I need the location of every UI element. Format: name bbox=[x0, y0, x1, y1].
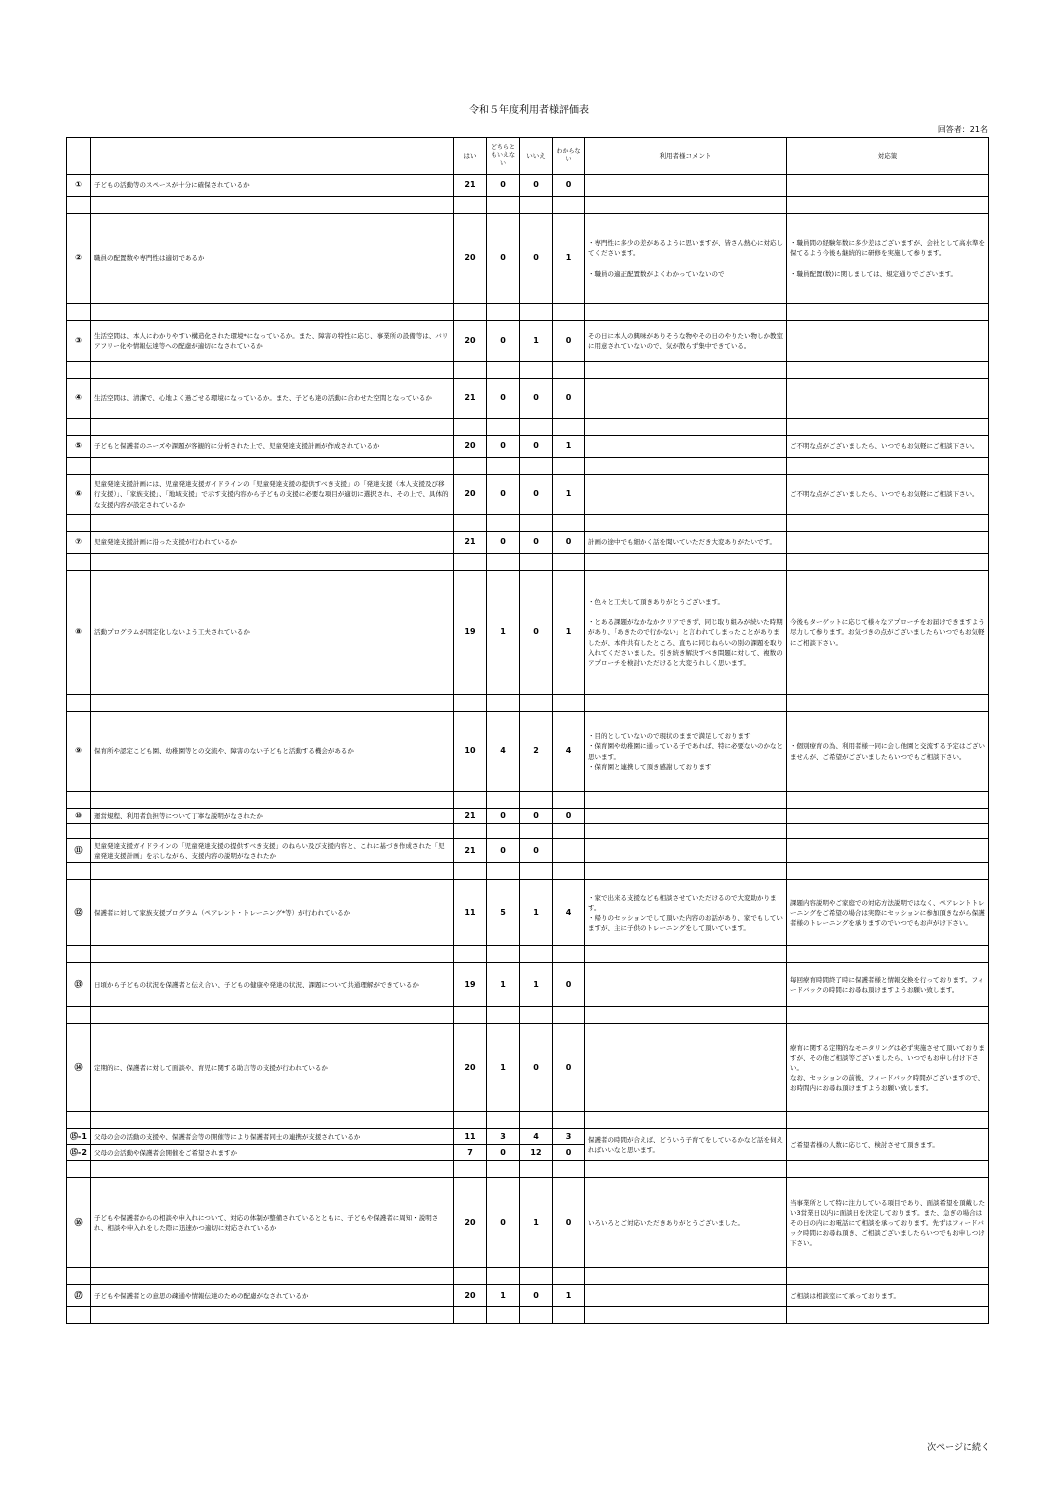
count-unknown: 1 bbox=[553, 214, 585, 304]
user-comment: 計画の途中でも細かく話を聞いていただき大変ありがたいです。 bbox=[585, 532, 787, 554]
count-no: 0 bbox=[520, 436, 553, 458]
count-unknown: 0 bbox=[553, 1178, 585, 1268]
response-measure: ご希望者様の人数に応じて、検討させて頂きます。 bbox=[787, 1129, 989, 1161]
count-yes: 20 bbox=[454, 1024, 487, 1112]
user-comment bbox=[585, 1285, 787, 1307]
continued-note: 次ページに続く bbox=[927, 1443, 990, 1453]
count-neither: 0 bbox=[487, 809, 520, 824]
count-unknown: 0 bbox=[553, 809, 585, 824]
count-no: 1 bbox=[520, 880, 553, 946]
response-measure: ・個別療育の為、利用者様一同に会し他園と交流する予定はございませんが、ご希望がございましたらいつでもご相談下さい。 bbox=[787, 712, 989, 792]
response-measure: ・職員間の経験年数に多少差はございますが、会社として高水準を保てるよう今後も継続的に研修を実施して参ります。 ・職員配置(数)に関しましては、規定通りでございます。 bbox=[787, 214, 989, 304]
row-number: ⑮-1 bbox=[67, 1129, 91, 1145]
spacer-row bbox=[67, 792, 989, 809]
row-number: ① bbox=[67, 175, 91, 197]
row-item: 保護者に対して家族支援プログラム（ペアレント・トレーニング*等）が行われているか bbox=[91, 880, 454, 946]
count-neither: 0 bbox=[487, 321, 520, 362]
spacer-row bbox=[67, 419, 989, 436]
row-number: ⑭ bbox=[67, 1024, 91, 1112]
spacer-row bbox=[67, 824, 989, 839]
row-item: 児童発達支援計画に沿った支援が行われているか bbox=[91, 532, 454, 554]
row-number: ⑫ bbox=[67, 880, 91, 946]
response-measure bbox=[787, 839, 989, 863]
user-comment: その日に本人の興味がありそうな物やその日のやりたい物しか教室に用意されていないので、気が散らず集中できている。 bbox=[585, 321, 787, 362]
table-row bbox=[67, 1129, 989, 1145]
table-row bbox=[67, 712, 989, 792]
count-unknown: 4 bbox=[553, 712, 585, 792]
count-yes: 10 bbox=[454, 712, 487, 792]
count-yes: 19 bbox=[454, 571, 487, 695]
count-unknown: 4 bbox=[553, 880, 585, 946]
count-yes: 20 bbox=[454, 436, 487, 458]
count-no: 0 bbox=[520, 532, 553, 554]
count-unknown bbox=[553, 839, 585, 863]
user-comment bbox=[585, 436, 787, 458]
count-no: 1 bbox=[520, 1178, 553, 1268]
table-row bbox=[67, 475, 989, 515]
count-no: 0 bbox=[520, 809, 553, 824]
row-item: 運営規程、利用者負担等について丁寧な説明がなされたか bbox=[91, 809, 454, 824]
table-row bbox=[67, 1024, 989, 1112]
count-neither: 1 bbox=[487, 1024, 520, 1112]
header-no bbox=[67, 138, 91, 175]
header-response: 対応策 bbox=[787, 138, 989, 175]
spacer-row bbox=[67, 1307, 989, 1324]
count-neither: 4 bbox=[487, 712, 520, 792]
count-no: 0 bbox=[520, 1285, 553, 1307]
table-row bbox=[67, 1178, 989, 1268]
spacer-row bbox=[67, 554, 989, 571]
row-item: 父母の会の活動の支援や、保護者会等の開催等により保護者同士の連携が支援されているか bbox=[91, 1129, 454, 1145]
respondent-count: 回答者：21名 bbox=[937, 125, 988, 134]
count-neither: 0 bbox=[487, 839, 520, 863]
spacer-row bbox=[67, 1007, 989, 1024]
user-comment: ・色々と工夫して頂きありがとうございます。 ・とある課題がなかなかクリアできず、同じ取り組みが続いた時期があり、「あきたので行かない」と言われてしまったことがありましたが、本件共有したところ、直ちに同じねらいの別の課題を取り入れてくださいました。引き続き解決すべき問題に対して、複数のアプローチを検討いただけると大変うれしく思います。 bbox=[585, 571, 787, 695]
evaluation-table bbox=[66, 137, 989, 1324]
response-measure: ご不明な点がございましたら、いつでもお気軽にご相談下さい。 bbox=[787, 475, 989, 515]
count-yes: 20 bbox=[454, 214, 487, 304]
count-yes: 21 bbox=[454, 839, 487, 863]
row-item: 子どもや保護者との意思の疎通や情報伝達のための配慮がなされているか bbox=[91, 1285, 454, 1307]
count-unknown: 0 bbox=[553, 321, 585, 362]
row-item: 児童発達支援ガイドラインの「児童発達支援の提供すべき支援」のねらい及び支援内容と、これに基づき作成された「児童発達支援計画」を示しながら、支援内容の説明がなされたか bbox=[91, 839, 454, 863]
count-yes: 21 bbox=[454, 175, 487, 197]
count-neither: 1 bbox=[487, 571, 520, 695]
count-unknown: 0 bbox=[553, 1145, 585, 1161]
response-measure: ご相談は相談室にて承っております。 bbox=[787, 1285, 989, 1307]
table-row bbox=[67, 379, 989, 419]
response-measure bbox=[787, 809, 989, 824]
count-yes: 11 bbox=[454, 1129, 487, 1145]
count-neither: 0 bbox=[487, 1145, 520, 1161]
row-item: 子どもや保護者からの相談や申入れについて、対応の体制が整備されているとともに、子どもや保護者に周知・説明され、相談や申入れをした際に迅速かつ適切に対応されているか bbox=[91, 1178, 454, 1268]
response-measure: 毎回療育時間終了時に保護者様と情報交換を行っております。フィードバックの時間にお尋ね頂けますようお願い致します。 bbox=[787, 963, 989, 1007]
row-item: 父母の会活動や保護者会開催をご希望されますか bbox=[91, 1145, 454, 1161]
row-item: 生活空間は、清潔で、心地よく過ごせる環境になっているか。また、子ども達の活動に合わせた空間となっているか bbox=[91, 379, 454, 419]
count-yes: 20 bbox=[454, 1285, 487, 1307]
count-no: 1 bbox=[520, 963, 553, 1007]
response-measure: 当事業所として特に注力している項目であり、面談希望を頂戴したい3営業日以内に面談日を決定しております。また、急ぎの場合はその日の内にお電話にて相談を承っております。先ずはフィードバック時間にお尋ね頂き、ご相談ございましたらいつでもお申しつけ下さい。 bbox=[787, 1178, 989, 1268]
count-neither: 1 bbox=[487, 1285, 520, 1307]
table-row bbox=[67, 809, 989, 824]
count-unknown: 0 bbox=[553, 532, 585, 554]
response-measure: 今後もターゲットに応じて様々なアプローチをお届けできますよう尽力して参ります。お気づきの点がございましたらいつでもお気軽にご相談下さい。 bbox=[787, 571, 989, 695]
row-number: ⑬ bbox=[67, 963, 91, 1007]
count-yes: 20 bbox=[454, 321, 487, 362]
count-neither: 3 bbox=[487, 1129, 520, 1145]
table-row bbox=[67, 321, 989, 362]
row-item: 児童発達支援計画には、児童発達支援ガイドラインの「児童発達支援の提供すべき支援」の「発達支援（本人支援及び移行支援）」、「家族支援」、「地域支援」で示す支援内容から子どもの支援に必要な項目が適切に選択され、その上で、具体的な支援内容が設定されているか bbox=[91, 475, 454, 515]
count-neither: 0 bbox=[487, 214, 520, 304]
spacer-row bbox=[67, 304, 989, 321]
count-no: 12 bbox=[520, 1145, 553, 1161]
row-number: ⑮-2 bbox=[67, 1145, 91, 1161]
table-row bbox=[67, 1285, 989, 1307]
user-comment bbox=[585, 475, 787, 515]
row-item: 職員の配置数や専門性は適切であるか bbox=[91, 214, 454, 304]
user-comment: ・目的としていないので現状のままで満足しております ・保育園や幼稚園に通っている子であれば、特に必要ないのかなと思います。 ・保育園と連携して頂き感謝しております bbox=[585, 712, 787, 792]
count-neither: 1 bbox=[487, 963, 520, 1007]
spacer-row bbox=[67, 863, 989, 880]
count-yes: 21 bbox=[454, 532, 487, 554]
user-comment: 保護者の時間が合えば、どういう子育てをしているかなど話を伺えればいいなと思います。 bbox=[585, 1129, 787, 1161]
row-number: ⑤ bbox=[67, 436, 91, 458]
row-item: 子どもの活動等のスペースが十分に確保されているか bbox=[91, 175, 454, 197]
count-yes: 21 bbox=[454, 809, 487, 824]
row-number: ⑧ bbox=[67, 571, 91, 695]
table-row bbox=[67, 532, 989, 554]
spacer-row bbox=[67, 1268, 989, 1285]
count-no: 0 bbox=[520, 379, 553, 419]
count-no: 0 bbox=[520, 475, 553, 515]
spacer-row bbox=[67, 515, 989, 532]
count-unknown: 1 bbox=[553, 1285, 585, 1307]
count-no: 0 bbox=[520, 571, 553, 695]
row-item: 子どもと保護者のニーズや課題が客観的に分析された上で、児童発達支援計画が作成されているか bbox=[91, 436, 454, 458]
table-row bbox=[67, 880, 989, 946]
user-comment: ・家で出来る支援なども相談させていただけるので大変助かります。 ・帰りのセッションでして頂いた内容のお話があり、家でもしていますが、主に子供のトレーニングをして頂いています。 bbox=[585, 880, 787, 946]
row-number: ⑦ bbox=[67, 532, 91, 554]
user-comment: いろいろとご対応いただきありがとうございました。 bbox=[585, 1178, 787, 1268]
row-number: ④ bbox=[67, 379, 91, 419]
response-measure bbox=[787, 379, 989, 419]
table-row bbox=[67, 963, 989, 1007]
row-item: 日頃から子どもの状況を保護者と伝え合い、子どもの健康や発達の状況、課題について共通理解ができているか bbox=[91, 963, 454, 1007]
row-number: ⑯ bbox=[67, 1178, 91, 1268]
count-unknown: 3 bbox=[553, 1129, 585, 1145]
spacer-row bbox=[67, 458, 989, 475]
count-no: 2 bbox=[520, 712, 553, 792]
count-unknown: 1 bbox=[553, 571, 585, 695]
count-neither: 0 bbox=[487, 475, 520, 515]
user-comment bbox=[585, 379, 787, 419]
row-number: ⑰ bbox=[67, 1285, 91, 1307]
response-measure bbox=[787, 532, 989, 554]
spacer-row bbox=[67, 362, 989, 379]
spacer-row bbox=[67, 1112, 989, 1129]
count-no: 0 bbox=[520, 175, 553, 197]
count-unknown: 0 bbox=[553, 379, 585, 419]
header-comment: 利用者様コメント bbox=[585, 138, 787, 175]
user-comment bbox=[585, 809, 787, 824]
row-item: 保育所や認定こども園、幼稚園等との交流や、障害のない子どもと活動する機会があるか bbox=[91, 712, 454, 792]
count-yes: 11 bbox=[454, 880, 487, 946]
response-measure bbox=[787, 175, 989, 197]
table-row bbox=[67, 175, 989, 197]
count-neither: 0 bbox=[487, 175, 520, 197]
row-item: 活動プログラムが固定化しないよう工夫されているか bbox=[91, 571, 454, 695]
page-title: 令和５年度利用者様評価表 bbox=[469, 105, 589, 116]
row-number: ⑩ bbox=[67, 809, 91, 824]
count-yes: 20 bbox=[454, 475, 487, 515]
user-comment bbox=[585, 963, 787, 1007]
user-comment bbox=[585, 175, 787, 197]
count-no: 4 bbox=[520, 1129, 553, 1145]
count-unknown: 0 bbox=[553, 1024, 585, 1112]
spacer-row bbox=[67, 197, 989, 214]
header-unknown: わからない bbox=[553, 138, 585, 175]
header-neither: どちらともいえない bbox=[487, 138, 520, 175]
count-unknown: 0 bbox=[553, 175, 585, 197]
count-no: 0 bbox=[520, 839, 553, 863]
count-unknown: 1 bbox=[553, 475, 585, 515]
table-row bbox=[67, 839, 989, 863]
spacer-row bbox=[67, 1161, 989, 1178]
row-number: ⑪ bbox=[67, 839, 91, 863]
row-number: ⑥ bbox=[67, 475, 91, 515]
header-no-answer: いいえ bbox=[520, 138, 553, 175]
count-neither: 0 bbox=[487, 532, 520, 554]
response-measure: ご不明な点がございましたら、いつでもお気軽にご相談下さい。 bbox=[787, 436, 989, 458]
count-no: 1 bbox=[520, 321, 553, 362]
count-yes: 19 bbox=[454, 963, 487, 1007]
user-comment bbox=[585, 1024, 787, 1112]
row-number: ② bbox=[67, 214, 91, 304]
header-yes: はい bbox=[454, 138, 487, 175]
row-item: 定期的に、保護者に対して面談や、育児に関する助言等の支援が行われているか bbox=[91, 1024, 454, 1112]
count-neither: 5 bbox=[487, 880, 520, 946]
row-number: ⑨ bbox=[67, 712, 91, 792]
row-item: 生活空間は、本人にわかりやすい構造化された環境*になっているか。また、障害の特性に応じ、事業所の設備等は、バリアフリー化や情報伝達等への配慮が適切になされているか bbox=[91, 321, 454, 362]
table-row bbox=[67, 571, 989, 695]
user-comment bbox=[585, 839, 787, 863]
table-row bbox=[67, 436, 989, 458]
count-unknown: 0 bbox=[553, 963, 585, 1007]
response-measure: 課題内容説明やご家庭での対応方法説明ではなく、ペアレントトレーニングをご希望の場合は実際にセッションに参加頂きながら保護者様のトレーニングを承りますのでいつでもお声がけ下さい。 bbox=[787, 880, 989, 946]
row-number: ③ bbox=[67, 321, 91, 362]
count-neither: 0 bbox=[487, 379, 520, 419]
spacer-row bbox=[67, 946, 989, 963]
count-neither: 0 bbox=[487, 1178, 520, 1268]
count-unknown: 1 bbox=[553, 436, 585, 458]
count-neither: 0 bbox=[487, 436, 520, 458]
count-no: 0 bbox=[520, 1024, 553, 1112]
count-yes: 7 bbox=[454, 1145, 487, 1161]
response-measure bbox=[787, 321, 989, 362]
count-no: 0 bbox=[520, 214, 553, 304]
user-comment: ・専門性に多少の差があるように思いますが、皆さん熱心に対応してくださいます。 ・職員の適正配置数がよくわかっていないので bbox=[585, 214, 787, 304]
count-yes: 20 bbox=[454, 1178, 487, 1268]
response-measure: 療育に関する定期的なモニタリングは必ず実施させて頂いておりますが、その他ご相談等ございましたら、いつでもお申し付け下さい。 なお、セッションの前後、フィードバック時間がございますので、お時間内にお尋ね頂けますようお願い致します。 bbox=[787, 1024, 989, 1112]
header-item bbox=[91, 138, 454, 175]
header-row bbox=[67, 138, 989, 175]
count-yes: 21 bbox=[454, 379, 487, 419]
table-row bbox=[67, 214, 989, 304]
spacer-row bbox=[67, 695, 989, 712]
